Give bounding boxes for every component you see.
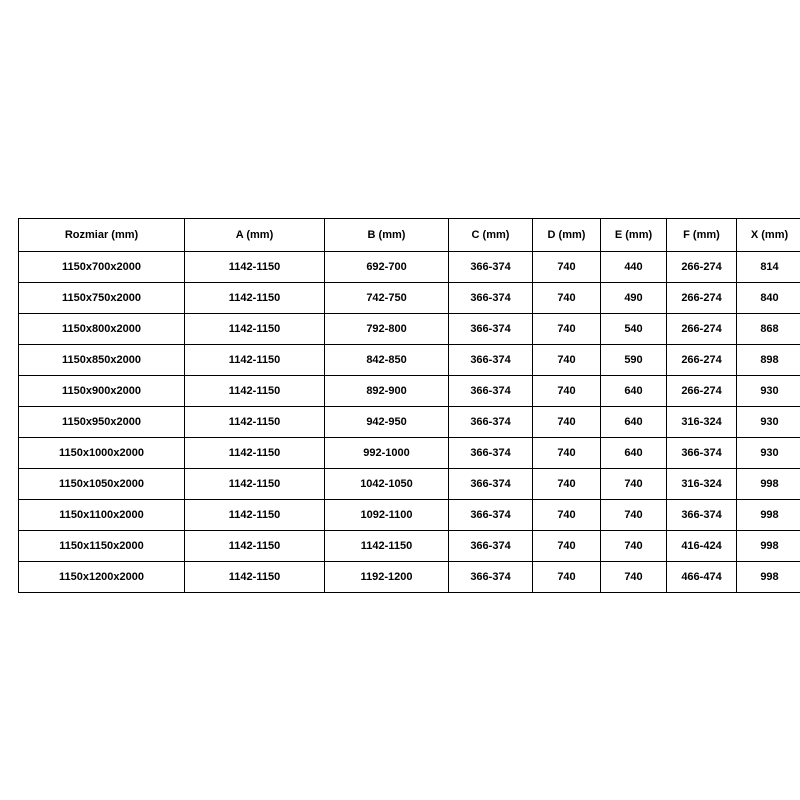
cell-f: 366-374 — [667, 438, 737, 469]
table-row — [19, 252, 800, 283]
cell-e: 540 — [601, 314, 667, 345]
cell-d: 740 — [533, 407, 601, 438]
cell-c: 366-374 — [449, 407, 533, 438]
cell-x: 814 — [737, 252, 800, 283]
cell-a: 1142-1150 — [185, 562, 325, 593]
cell-x: 998 — [737, 469, 800, 500]
cell-rozmiar: 1150x900x2000 — [19, 376, 185, 407]
cell-e: 740 — [601, 531, 667, 562]
cell-e: 740 — [601, 469, 667, 500]
cell-b: 942-950 — [325, 407, 449, 438]
cell-x: 998 — [737, 531, 800, 562]
cell-a: 1142-1150 — [185, 376, 325, 407]
table-row — [19, 376, 800, 407]
table-row — [19, 562, 800, 593]
cell-rozmiar: 1150x1000x2000 — [19, 438, 185, 469]
cell-a: 1142-1150 — [185, 469, 325, 500]
cell-b: 1192-1200 — [325, 562, 449, 593]
cell-d: 740 — [533, 252, 601, 283]
table-header-row — [19, 219, 800, 252]
cell-a: 1142-1150 — [185, 345, 325, 376]
cell-c: 366-374 — [449, 438, 533, 469]
cell-b: 742-750 — [325, 283, 449, 314]
cell-e: 740 — [601, 562, 667, 593]
cell-rozmiar: 1150x700x2000 — [19, 252, 185, 283]
cell-f: 266-274 — [667, 345, 737, 376]
cell-x: 840 — [737, 283, 800, 314]
cell-c: 366-374 — [449, 252, 533, 283]
cell-d: 740 — [533, 438, 601, 469]
table-body — [19, 252, 800, 593]
cell-f: 316-324 — [667, 407, 737, 438]
cell-e: 490 — [601, 283, 667, 314]
table-row — [19, 283, 800, 314]
cell-f: 266-274 — [667, 314, 737, 345]
cell-a: 1142-1150 — [185, 252, 325, 283]
cell-d: 740 — [533, 500, 601, 531]
cell-f: 266-274 — [667, 252, 737, 283]
table-row — [19, 407, 800, 438]
cell-a: 1142-1150 — [185, 407, 325, 438]
table-row — [19, 314, 800, 345]
cell-x: 930 — [737, 438, 800, 469]
cell-f: 416-424 — [667, 531, 737, 562]
cell-c: 366-374 — [449, 376, 533, 407]
cell-c: 366-374 — [449, 345, 533, 376]
cell-c: 366-374 — [449, 469, 533, 500]
cell-f: 266-274 — [667, 283, 737, 314]
cell-f: 316-324 — [667, 469, 737, 500]
cell-a: 1142-1150 — [185, 438, 325, 469]
cell-e: 740 — [601, 500, 667, 531]
table-header — [19, 219, 800, 252]
column-header-b: B (mm) — [325, 219, 449, 252]
column-header-d: D (mm) — [533, 219, 601, 252]
table-row — [19, 438, 800, 469]
cell-d: 740 — [533, 283, 601, 314]
column-header-a: A (mm) — [185, 219, 325, 252]
column-header-x: X (mm) — [737, 219, 800, 252]
cell-d: 740 — [533, 469, 601, 500]
cell-c: 366-374 — [449, 314, 533, 345]
cell-x: 930 — [737, 376, 800, 407]
cell-rozmiar: 1150x1150x2000 — [19, 531, 185, 562]
cell-b: 892-900 — [325, 376, 449, 407]
cell-rozmiar: 1150x1050x2000 — [19, 469, 185, 500]
cell-b: 1042-1050 — [325, 469, 449, 500]
cell-rozmiar: 1150x1200x2000 — [19, 562, 185, 593]
cell-x: 898 — [737, 345, 800, 376]
cell-c: 366-374 — [449, 562, 533, 593]
cell-e: 640 — [601, 407, 667, 438]
cell-e: 640 — [601, 438, 667, 469]
cell-c: 366-374 — [449, 500, 533, 531]
cell-x: 998 — [737, 562, 800, 593]
cell-rozmiar: 1150x800x2000 — [19, 314, 185, 345]
cell-f: 366-374 — [667, 500, 737, 531]
specification-table-container — [18, 218, 789, 593]
cell-f: 466-474 — [667, 562, 737, 593]
table-row — [19, 469, 800, 500]
column-header-rozmiar: Rozmiar (mm) — [19, 219, 185, 252]
cell-d: 740 — [533, 345, 601, 376]
cell-rozmiar: 1150x1100x2000 — [19, 500, 185, 531]
cell-a: 1142-1150 — [185, 314, 325, 345]
cell-e: 590 — [601, 345, 667, 376]
cell-d: 740 — [533, 531, 601, 562]
cell-rozmiar: 1150x750x2000 — [19, 283, 185, 314]
cell-c: 366-374 — [449, 531, 533, 562]
specification-table — [18, 218, 800, 593]
cell-x: 998 — [737, 500, 800, 531]
cell-rozmiar: 1150x950x2000 — [19, 407, 185, 438]
cell-x: 868 — [737, 314, 800, 345]
cell-f: 266-274 — [667, 376, 737, 407]
table-row — [19, 345, 800, 376]
cell-b: 1092-1100 — [325, 500, 449, 531]
cell-d: 740 — [533, 562, 601, 593]
cell-a: 1142-1150 — [185, 531, 325, 562]
table-row — [19, 500, 800, 531]
column-header-c: C (mm) — [449, 219, 533, 252]
cell-b: 792-800 — [325, 314, 449, 345]
cell-x: 930 — [737, 407, 800, 438]
cell-d: 740 — [533, 314, 601, 345]
cell-e: 440 — [601, 252, 667, 283]
cell-a: 1142-1150 — [185, 500, 325, 531]
cell-b: 992-1000 — [325, 438, 449, 469]
column-header-f: F (mm) — [667, 219, 737, 252]
cell-b: 692-700 — [325, 252, 449, 283]
table-row — [19, 531, 800, 562]
column-header-e: E (mm) — [601, 219, 667, 252]
cell-c: 366-374 — [449, 283, 533, 314]
cell-b: 1142-1150 — [325, 531, 449, 562]
cell-rozmiar: 1150x850x2000 — [19, 345, 185, 376]
cell-a: 1142-1150 — [185, 283, 325, 314]
cell-d: 740 — [533, 376, 601, 407]
cell-b: 842-850 — [325, 345, 449, 376]
cell-e: 640 — [601, 376, 667, 407]
